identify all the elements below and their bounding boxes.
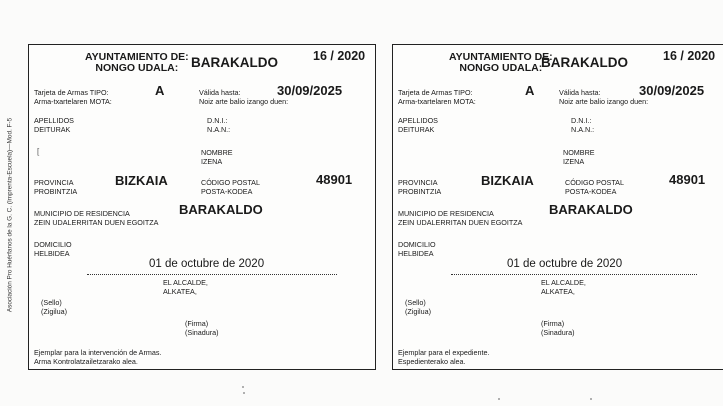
postal-value: 48901 [669, 172, 706, 187]
footer-line-1: Ejemplar para el expediente. [398, 348, 490, 357]
name-label-1: NOMBRE [201, 148, 233, 157]
municipality-value: BARAKALDO [179, 202, 263, 217]
address-label-2: HELBIDEA [398, 248, 434, 258]
valid-labels [559, 89, 648, 106]
postal-labels [565, 179, 624, 196]
address-label-1: DOMICILIO [398, 240, 436, 249]
province-value: BIZKAIA [115, 173, 168, 188]
seal-label-1: (Sello) [405, 298, 426, 307]
municipality-label-2: ZEIN UDALERRITAN DUEN EGOITZA [398, 217, 523, 227]
province-label-1: PROVINCIA [34, 178, 74, 187]
province-label-1: PROVINCIA [398, 178, 438, 187]
valid-label-2: Noiz arte balio izango duen: [199, 96, 289, 106]
header-labels [449, 52, 553, 74]
header-line-2: NONGO UDALA: [95, 62, 179, 74]
type-labels [34, 89, 112, 106]
header-labels [85, 52, 189, 74]
seal-labels [41, 299, 67, 316]
header-line-1: AYUNTAMIENTO DE: [449, 51, 553, 63]
type-value: A [155, 83, 165, 98]
weapons-card-right [392, 44, 723, 370]
id-labels [571, 117, 594, 134]
town-name: BARAKALDO [191, 55, 278, 70]
header-line-2: NONGO UDALA: [459, 62, 543, 74]
nan-label: N.A.N.: [571, 124, 595, 134]
address-label-2: HELBIDEA [34, 248, 70, 258]
address-label-1: DOMICILIO [34, 240, 72, 249]
province-label-2: PROBINTZIA [398, 186, 442, 196]
mayor-label-2: ALKATEA, [541, 286, 575, 296]
seal-labels [405, 299, 431, 316]
side-note [4, 60, 16, 370]
seal-label-2: (Zigilua) [41, 306, 67, 316]
type-label-2: Arma-txartelaren MOTA: [34, 96, 112, 106]
id-labels [207, 117, 230, 134]
postal-label-1: CÓDIGO POSTAL [565, 178, 624, 187]
type-label-2: Arma-txartelaren MOTA: [398, 96, 476, 106]
scan-speck [243, 392, 245, 394]
mayor-label-1: EL ALCALDE, [163, 278, 208, 287]
footer-labels [398, 349, 490, 366]
municipality-value: BARAKALDO [549, 202, 633, 217]
signature-labels [185, 320, 219, 337]
municipality-label-1: MUNICIPIO DE RESIDENCIA [398, 209, 494, 218]
scan-speck [498, 398, 500, 400]
footer-line-2: Espedienterako alea. [398, 356, 466, 366]
footer-line-2: Arma Kontrolatzailetzarako alea. [34, 356, 138, 366]
surname-labels [34, 117, 74, 134]
signature-label-1: (Firma) [185, 319, 209, 328]
municipality-labels [34, 210, 158, 227]
name-label-2: IZENA [201, 156, 223, 166]
postal-value: 48901 [316, 172, 353, 187]
scan-mark: [ [37, 147, 40, 156]
postal-label-2: POSTA-KODEA [201, 186, 253, 196]
scan-speck [590, 398, 592, 400]
seal-label-1: (Sello) [41, 298, 62, 307]
mayor-label-2: ALKATEA, [163, 286, 197, 296]
surname-labels [398, 117, 438, 134]
card-number: 16 / 2020 [663, 49, 716, 63]
footer-labels [34, 349, 161, 366]
municipality-label-1: MUNICIPIO DE RESIDENCIA [34, 209, 130, 218]
surname-label-1: APELLIDOS [34, 116, 74, 125]
valid-value: 30/09/2025 [639, 83, 705, 98]
signature-label-2: (Sinadura) [541, 327, 575, 337]
type-label-1: Tarjeta de Armas TIPO: [398, 88, 473, 97]
valid-label-2: Noiz arte balio izango duen: [559, 96, 649, 106]
province-labels [398, 179, 441, 196]
type-label-1: Tarjeta de Armas TIPO: [34, 88, 109, 97]
seal-label-2: (Zigilua) [405, 306, 431, 316]
signature-label-2: (Sinadura) [185, 327, 219, 337]
name-label-2: IZENA [563, 156, 585, 166]
surname-label-2: DEITURAK [34, 124, 71, 134]
issue-date: 01 de octubre de 2020 [149, 258, 265, 270]
type-value: A [525, 83, 535, 98]
dni-label: D.N.I.: [207, 116, 228, 125]
dni-label: D.N.I.: [571, 116, 592, 125]
valid-labels [199, 89, 288, 106]
valid-label-1: Válida hasta: [559, 88, 601, 97]
name-labels [201, 149, 233, 166]
issue-date: 01 de octubre de 2020 [507, 258, 623, 270]
postal-label-2: POSTA-KODEA [565, 186, 617, 196]
town-name: BARAKALDO [541, 55, 628, 70]
name-labels [563, 149, 595, 166]
type-labels [398, 89, 476, 106]
address-labels [34, 241, 72, 258]
province-labels [34, 179, 77, 196]
nan-label: N.A.N.: [207, 124, 231, 134]
weapons-card-left [28, 44, 376, 370]
municipality-label-2: ZEIN UDALERRITAN DUEN EGOITZA [34, 217, 159, 227]
mayor-labels [541, 279, 586, 296]
valid-value: 30/09/2025 [277, 83, 343, 98]
date-dotted-line [451, 274, 697, 275]
valid-label-1: Válida hasta: [199, 88, 241, 97]
postal-labels [201, 179, 260, 196]
mayor-label-1: EL ALCALDE, [541, 278, 586, 287]
municipality-labels [398, 210, 522, 227]
header-line-1: AYUNTAMIENTO DE: [85, 51, 189, 63]
surname-label-2: DEITURAK [398, 124, 435, 134]
address-labels [398, 241, 436, 258]
signature-labels [541, 320, 575, 337]
name-label-1: NOMBRE [563, 148, 595, 157]
postal-label-1: CÓDIGO POSTAL [201, 178, 260, 187]
province-label-2: PROBINTZIA [34, 186, 78, 196]
province-value: BIZKAIA [481, 173, 534, 188]
surname-label-1: APELLIDOS [398, 116, 438, 125]
footer-line-1: Ejemplar para la intervención de Armas. [34, 348, 162, 357]
date-dotted-line [87, 274, 337, 275]
scan-speck [242, 386, 244, 388]
mayor-labels [163, 279, 208, 296]
signature-label-1: (Firma) [541, 319, 565, 328]
side-note-text: Asociación Pro Huérfanos de la G. C. (Imprenta-Escuela)—Mod. F-5 [6, 117, 14, 313]
card-number: 16 / 2020 [313, 49, 366, 63]
